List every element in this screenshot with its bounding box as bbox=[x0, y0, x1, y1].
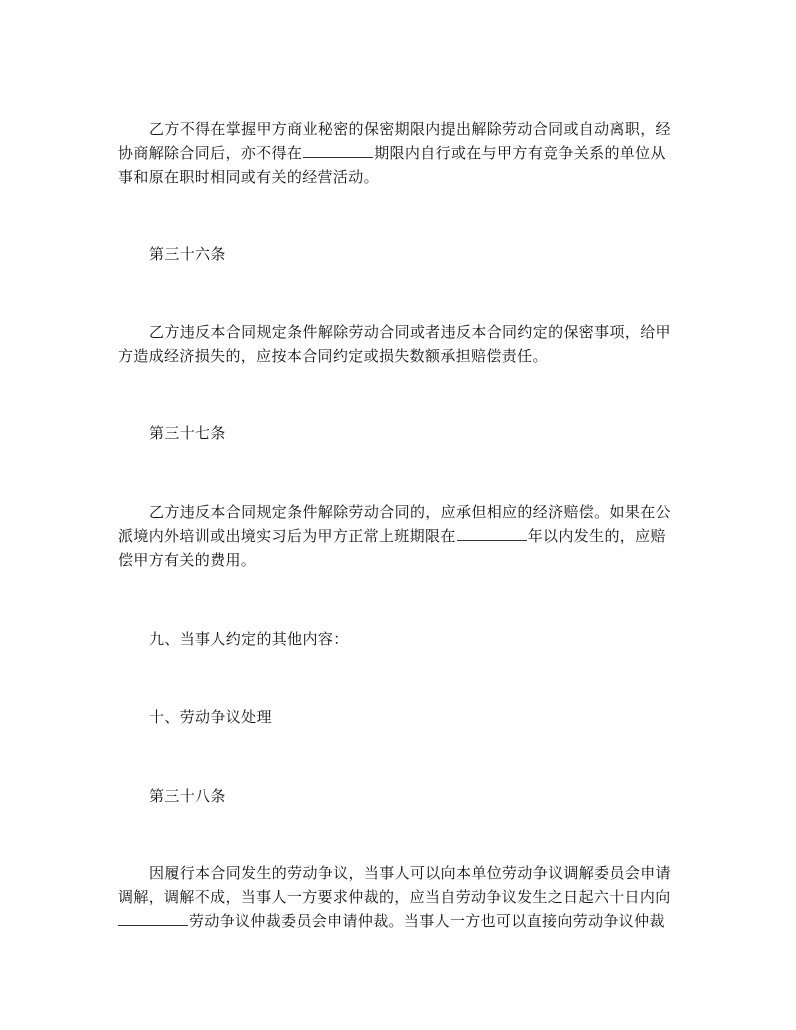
paragraph-training-compensation bbox=[118, 500, 683, 572]
article-heading-38: 第三十八条 bbox=[149, 787, 226, 805]
paragraph-line: 事和原在职时相同或有关的经营活动。 bbox=[118, 168, 379, 186]
paragraph-line: 因履行本合同发生的劳动争议，当事人可以向本单位劳动争议调解委员会申请 bbox=[149, 864, 671, 882]
paragraph-line: 乙方违反本合同规定条件解除劳动合同的，应承但相应的经济赔偿。如果在公 bbox=[149, 503, 671, 521]
paragraph-line bbox=[118, 524, 683, 548]
text-segment: 协商解除合同后，亦不得在 bbox=[118, 144, 303, 162]
paragraph-line: 方造成经济损失的，应按本合同约定或损失数额承担赔偿责任。 bbox=[118, 347, 548, 365]
paragraph-breach-liability bbox=[118, 320, 683, 368]
paragraph-line: 调解，调解不成，当事人一方要求仲裁的，应当自劳动争议发生之日起六十日内向 bbox=[118, 888, 671, 906]
text-segment: 派境内外培训或出境实习后为甲方正常上班期限在 bbox=[118, 527, 456, 545]
article-heading-36: 第三十六条 bbox=[149, 245, 226, 263]
paragraph-line bbox=[118, 909, 683, 933]
paragraph-line: 乙方不得在掌握甲方商业秘密的保密期限内提出解除劳动合同或自动离职，经 bbox=[149, 120, 671, 138]
paragraph-line bbox=[118, 141, 683, 165]
paragraph-confidentiality bbox=[118, 117, 683, 189]
blank-field bbox=[118, 910, 188, 926]
text-segment: 期限内自行或在与甲方有竞争关系的单位从 bbox=[374, 144, 666, 162]
text-segment: 劳动争议仲裁委员会申请仲裁。当事人一方也可以直接向劳动争议仲裁 bbox=[189, 912, 665, 930]
blank-field bbox=[457, 525, 527, 541]
blank-field bbox=[303, 142, 373, 158]
text-segment: 年以内发生的，应赔 bbox=[527, 527, 666, 545]
section-heading-10: 十、劳动争议处理 bbox=[149, 708, 272, 726]
section-heading-9: 九、当事人约定的其他内容： bbox=[149, 630, 349, 648]
paragraph-dispute-resolution bbox=[118, 861, 683, 933]
paragraph-line: 偿甲方有关的费用。 bbox=[118, 551, 257, 569]
article-heading-37: 第三十七条 bbox=[149, 424, 226, 442]
paragraph-line: 乙方违反本合同规定条件解除劳动合同或者违反本合同约定的保密事项，给甲 bbox=[149, 323, 671, 341]
